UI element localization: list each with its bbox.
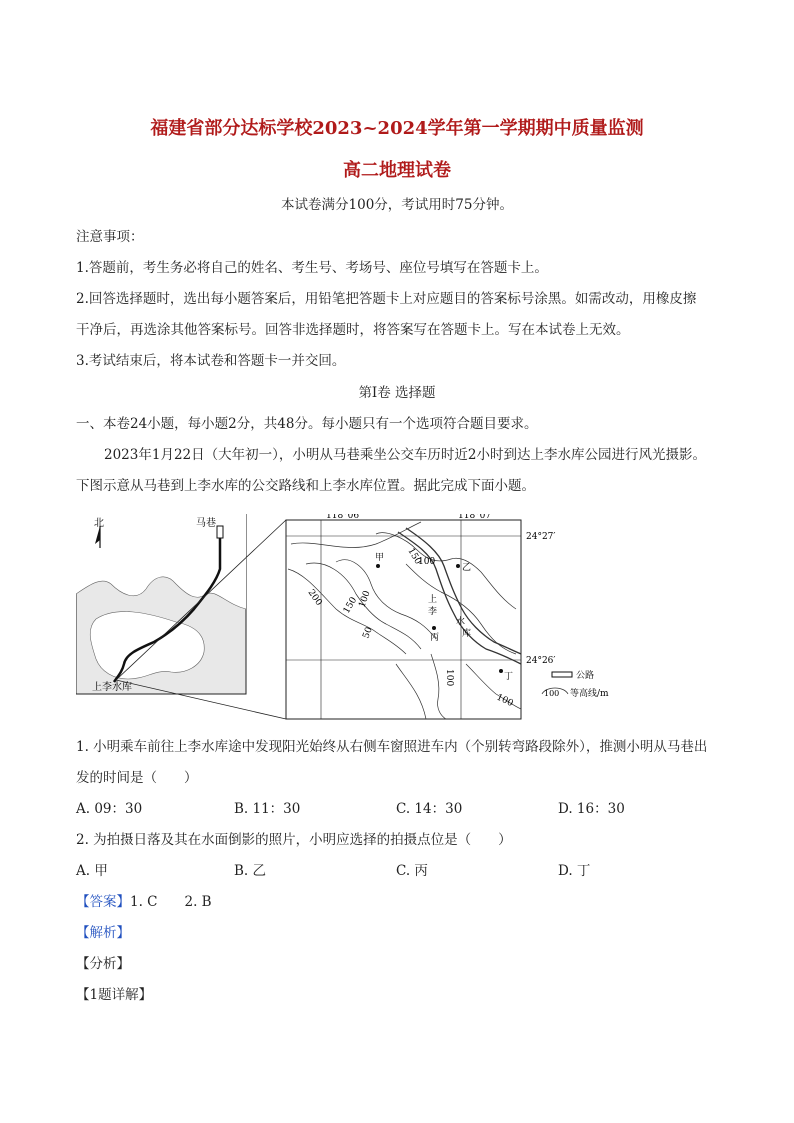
reservoir-char: 水 <box>456 617 466 627</box>
q2-option-a: A. 甲 <box>76 863 108 879</box>
q2-option-c: C. 丙 <box>396 863 428 879</box>
contour-label: 150 <box>405 546 423 567</box>
q2-option-d: D. 丁 <box>558 863 591 879</box>
part-title: 第Ⅰ卷 选择题 <box>358 385 436 401</box>
note-item: 3.考试结束后，将本试卷和答题卡一并交回。 <box>76 353 346 369</box>
reservoir-char: 李 <box>428 607 438 617</box>
exam-info: 本试卷满分100分，考试用时75分钟。 <box>281 197 513 213</box>
answer-line <box>76 890 212 910</box>
q1-stem-cont: 发的时间是（ ） <box>76 770 198 786</box>
q1-stem: 1. 小明乘车前往上李水库途中发现阳光始终从右侧车窗照进车内（个别转弯路段除外），推测小明从马巷出 <box>76 739 708 755</box>
point-yi: 乙 <box>462 563 472 573</box>
start-label: 马巷 <box>196 518 216 529</box>
note-item: 2.回答选择题时，选出每小题答案后，用铅笔把答题卡上对应题目的答案标号涂黑。如需改动，用橡皮擦 <box>76 291 697 307</box>
passage-line: 下图示意从马巷到上李水库的公交路线和上李水库位置。据此完成下面小题。 <box>76 478 535 494</box>
note-item: 1.答题前，考生务必将自己的姓名、考生号、考场号、座位号填写在答题卡上。 <box>76 260 548 276</box>
legend-road: 公路 <box>576 671 595 681</box>
passage-line: 2023年1月22日（大年初一），小明从马巷乘坐公交车历时近2小时到达上李水库公园进行风光摄影。 <box>104 447 706 463</box>
contour-label: 100 <box>418 557 436 567</box>
point-jia: 甲 <box>375 553 385 563</box>
fenxi-label: 【分析】 <box>76 956 130 972</box>
north-label: 北 <box>94 518 104 529</box>
reservoir-char: 上 <box>428 595 438 605</box>
route-map-figure <box>76 514 736 726</box>
contour-label: 100 <box>494 692 515 709</box>
exam-subtitle: 高二地理试卷 <box>343 160 451 181</box>
end-label: 上李水库 <box>92 682 132 693</box>
exam-title: 福建省部分达标学校2023~2024学年第一学期期中质量监测 <box>150 118 644 139</box>
answer-text: 1. C 2. B <box>130 894 212 910</box>
notes-heading: 注意事项： <box>76 229 144 245</box>
contour-label: 100 <box>444 669 454 687</box>
q2-option-b: B. 乙 <box>234 863 267 879</box>
q1-option-d: D. 16：30 <box>558 801 625 817</box>
detail-label: 【1题详解】 <box>76 987 153 1003</box>
contour-label: 100 <box>357 589 373 610</box>
q2-stem: 2. 为拍摄日落及其在水面倒影的照片，小明应选择的拍摄点位是（ ） <box>76 832 512 848</box>
lat-top-label: 24°27′ <box>526 532 556 542</box>
lon-right-label: 118°07′ <box>458 514 494 521</box>
analysis-label: 【解析】 <box>76 925 130 941</box>
lon-left-label: 118°06′ <box>326 514 362 521</box>
point-ding: 丁 <box>504 672 514 682</box>
q1-option-a: A. 09：30 <box>76 801 143 817</box>
map-legend <box>542 669 609 699</box>
contour-label: 150 <box>341 595 360 616</box>
contour-map <box>286 514 555 719</box>
point-bing: 丙 <box>430 633 440 643</box>
legend-contour-value: 100 <box>544 689 560 698</box>
note-item: 干净后，再选涂其他答案标号。回答非选择题时，将答案写在答题卡上。写在本试卷上无效。 <box>76 322 630 338</box>
section-intro: 一、本卷24小题，每小题2分，共48分。每小题只有一个选项符合题目要求。 <box>76 416 538 432</box>
contour-label: 50 <box>361 625 375 641</box>
contour-label: 200 <box>305 587 324 608</box>
overview-map <box>76 514 246 694</box>
q1-option-c: C. 14：30 <box>396 801 463 817</box>
legend-contour: 等高线/m <box>570 689 609 699</box>
answer-label: 【答案】 <box>76 894 130 910</box>
reservoir-char: 库 <box>462 629 472 639</box>
lat-bottom-label: 24°26′ <box>526 656 556 666</box>
q1-option-b: B. 11：30 <box>234 801 301 817</box>
